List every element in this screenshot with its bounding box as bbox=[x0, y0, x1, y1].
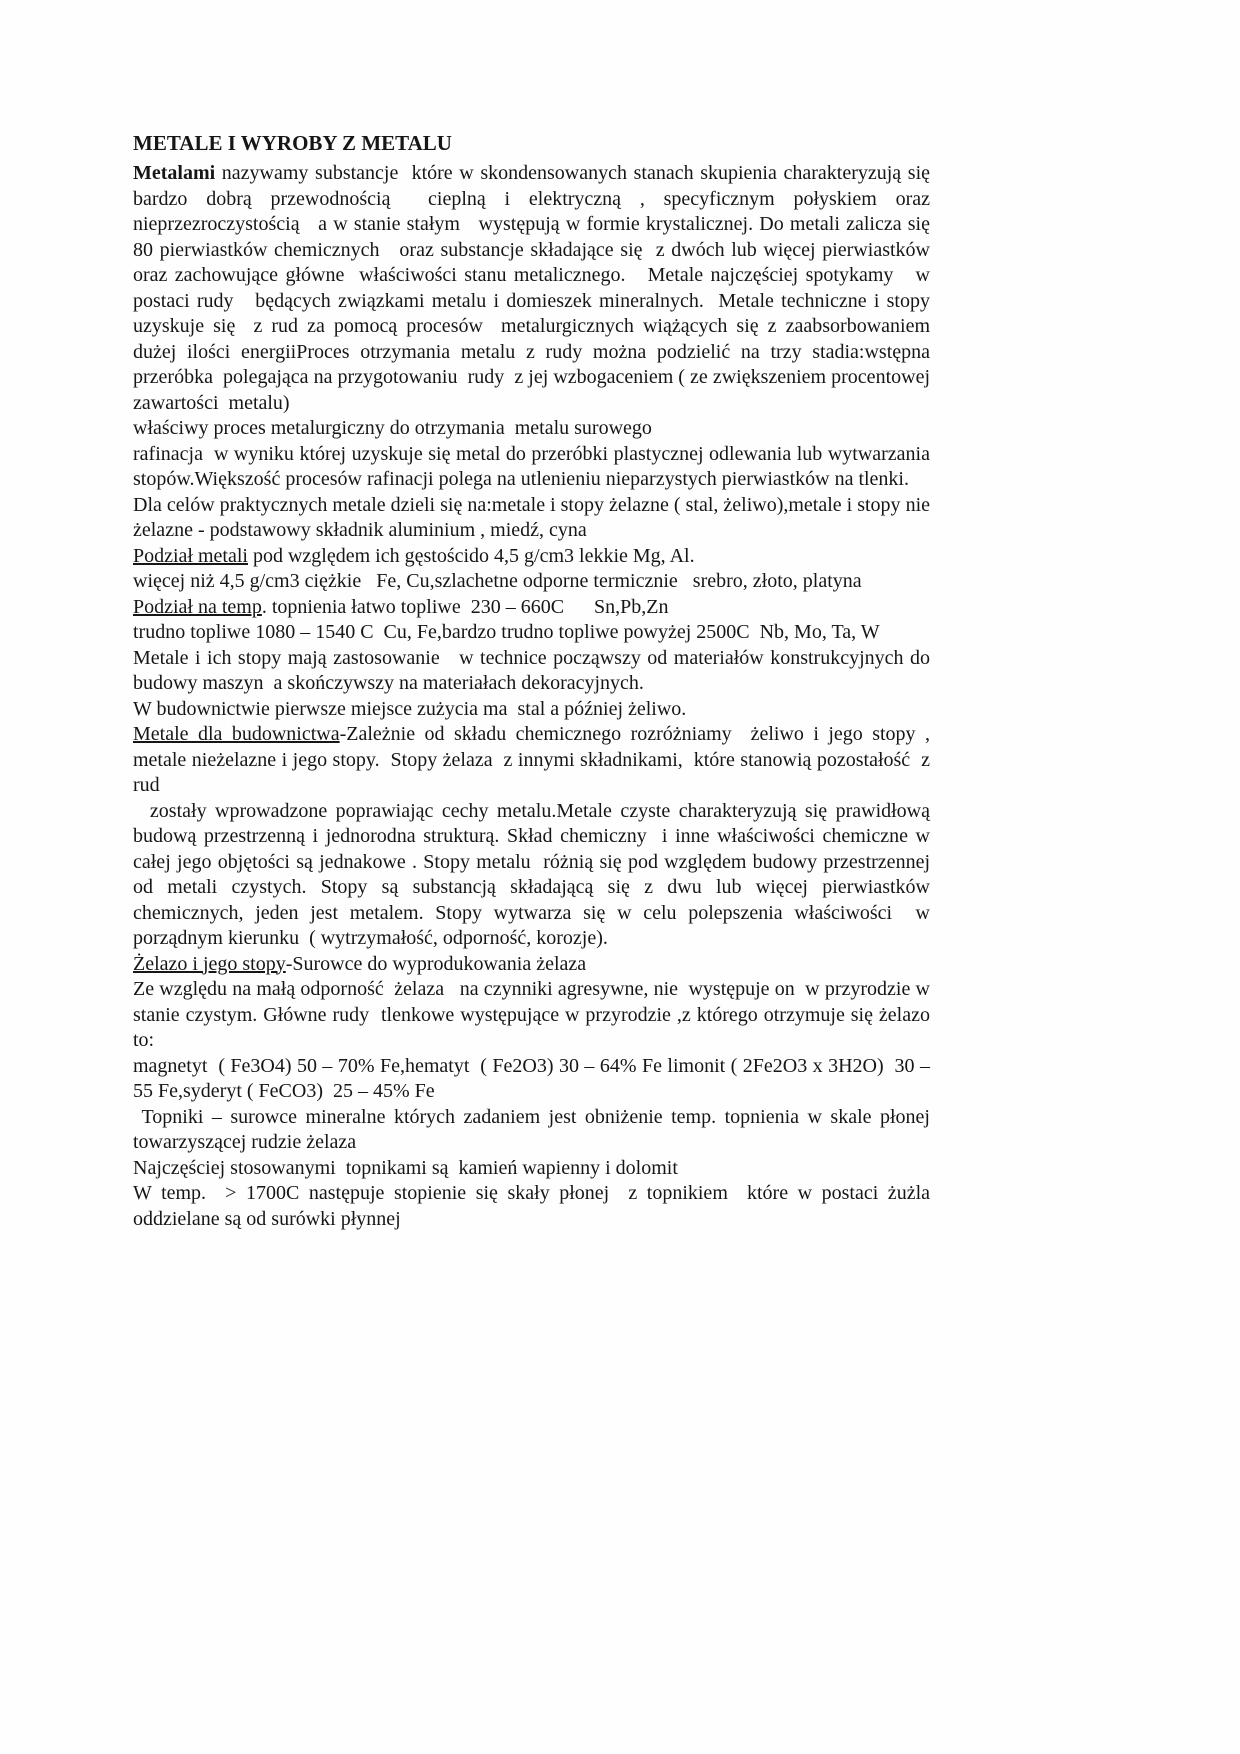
line-text: trudno topliwe 1080 – 1540 C Cu, Fe,bardzo trudno topliwe powyżej 2500C Nb, Mo, Ta, W bbox=[133, 621, 880, 643]
paragraph-text: magnetyt ( Fe3O4) 50 – 70% Fe,hematyt ( Fe2O3) 30 – 64% Fe limonit ( 2Fe2O3 x 3H2O) 30 – 55 Fe,syderyt ( FeCO3) 25 – 45% Fe bbox=[133, 1054, 935, 1102]
line-text: W budownictwie pierwsze miejsce zużycia ma stal a później żeliwo. bbox=[133, 697, 687, 720]
paragraph-text: Ze względu na małą odporność żelaza na czynniki agresywne, nie występuje on w przyrodzie w stanie czystym. Główne rudy tlenkowe występujące w przyrodzie ,z którego otrzymuje się żelazo to: bbox=[133, 978, 935, 1051]
line-metale-ciezkie bbox=[133, 569, 930, 595]
underlined-term-metale-dla-budownictwa: Metale dla budownictwa bbox=[133, 723, 340, 745]
paragraph-text: Topniki – surowce mineralne których zadaniem jest obniżenie temp. topnienia w skale płonej towarzyszącej rudzie żelaza bbox=[133, 1105, 940, 1153]
line-text: pod względem ich gęstoścido 4,5 g/cm3 lekkie Mg, Al. bbox=[247, 544, 695, 567]
document-title: METALE I WYROBY Z METALU bbox=[133, 131, 452, 155]
line-text: Najczęściej stosowanymi topnikami są kamień wapienny i dolomit bbox=[133, 1156, 678, 1179]
paragraph-podzial-praktyczny bbox=[133, 493, 935, 544]
line-podzial-gestosc bbox=[133, 544, 930, 570]
paragraph-temp-1700 bbox=[133, 1181, 945, 1232]
paragraph-stopy-czyste bbox=[133, 799, 945, 952]
document-body bbox=[133, 130, 945, 1232]
line-text: -Surowce do wyprodukowania żelaza bbox=[285, 952, 587, 975]
paragraph-rafinacja bbox=[133, 442, 935, 493]
paragraph-text: rafinacja w wyniku której uzyskuje się metal do przeróbki plastycznej odlewania lub wytwarzania stopów.Większość procesów rafinacji polega na utlenieniu nieparzystych pierwiastków na tlenki. bbox=[133, 442, 935, 490]
line-topniki-stosowane bbox=[133, 1156, 930, 1182]
line-podzial-temp bbox=[133, 595, 930, 621]
paragraph-topniki bbox=[133, 1105, 940, 1156]
paragraph-text: Metale i ich stopy mają zastosowanie w technice począwszy od materiałów konstrukcyjnych do budowy maszyn a skończywszy na materiałach dekoracyjnych. bbox=[133, 646, 935, 694]
line-budownictwo-zuzycie bbox=[133, 697, 930, 723]
underlined-term-zelazo-i-jego-stopy: Żelazo i jego stopy bbox=[133, 952, 286, 975]
paragraph-magnetyt bbox=[133, 1054, 935, 1105]
line-proces-metalurgiczny bbox=[133, 416, 930, 442]
line-text: . topnienia łatwo topliwe 230 – 660C Sn,Pb,Zn bbox=[261, 595, 669, 618]
paragraph-text: zostały wprowadzone poprawiając cechy metalu.Metale czyste charakteryzują się prawidłową budową przestrzenną i jednorodna strukturą. Skład chemiczny i inne właściwości chemiczne w całej jego objętości są jednakowe . Stopy metalu różnią się pod względem budowy przestrzennej od metali czystych. Stopy są substancją składającą się z dwu lub więcej pierwiastków chemicznych, jeden jest metalem. Stopy wytwarza się w celu polepszenia właściwości w porządnym kierunku ( wytrzymałość, odporność, korozje). bbox=[133, 799, 945, 949]
paragraph-text: -Zależnie od składu chemicznego rozróżniamy żeliwo i jego stopy , metale nieżelazne i jego stopy. Stopy żelaza z innymi składnikami, które stanowią pozostałość z rud bbox=[133, 723, 935, 796]
line-trudno-topliwe bbox=[133, 620, 930, 646]
paragraph-text: W temp. > 1700C następuje stopienie się skały płonej z topnikiem które w postaci żużla oddzielane są od surówki płynnej bbox=[133, 1182, 945, 1230]
line-text: więcej niż 4,5 g/cm3 ciężkie Fe, Cu,szlachetne odporne termicznie srebro, złoto, platyna bbox=[133, 570, 862, 592]
paragraph-metale-dla-budownictwa bbox=[133, 722, 935, 799]
line-zelazo-naglowek bbox=[133, 952, 930, 978]
paragraph-rudy-tlenkowe bbox=[133, 977, 935, 1054]
paragraph-intro bbox=[133, 161, 945, 416]
paragraph-zastosowanie bbox=[133, 646, 935, 697]
paragraph-intro-text: nazywamy substancje które w skondensowanych stanach skupienia charakteryzują się bardzo dobrą przewodnością cieplną i elektryczną , specyficznym połyskiem oraz nieprzezroczystością a w stanie stałym występują w formie krystalicznej. Do metali zalicza się 80 pierwiastków chemicznych oraz substancje składające się z dwóch lub więcej pierwiastków oraz zachowujące główne właściwości stanu metalicznego. Metale najczęściej spotykamy w postaci rudy będących związkami metalu i domieszek mineralnych. Metale techniczne i stopy uzyskuje się z rud za pomocą procesów metalurgicznych wiążących się z zaabsorbowaniem dużej ilości energiiProces otrzymania metalu z rudy można podzielić na trzy stadia:wstępna przeróbka polegająca na przygotowaniu rudy z jej wzbogaceniem ( ze zwiększeniem procentowej zawartości metalu) bbox=[133, 162, 945, 414]
line-text: właściwy proces metalurgiczny do otrzymania metalu surowego bbox=[133, 417, 652, 439]
paragraph-text: Dla celów praktycznych metale dzieli się na:metale i stopy żelazne ( stal, żeliwo),metale i stopy nie żelazne - podstawowy składnik aluminium , miedź, cyna bbox=[133, 493, 935, 541]
underlined-term-podzial-na-temp: Podział na temp bbox=[133, 595, 262, 618]
bold-term-metalami: Metalami bbox=[133, 162, 216, 184]
underlined-term-podzial-metali: Podział metali bbox=[133, 544, 248, 567]
